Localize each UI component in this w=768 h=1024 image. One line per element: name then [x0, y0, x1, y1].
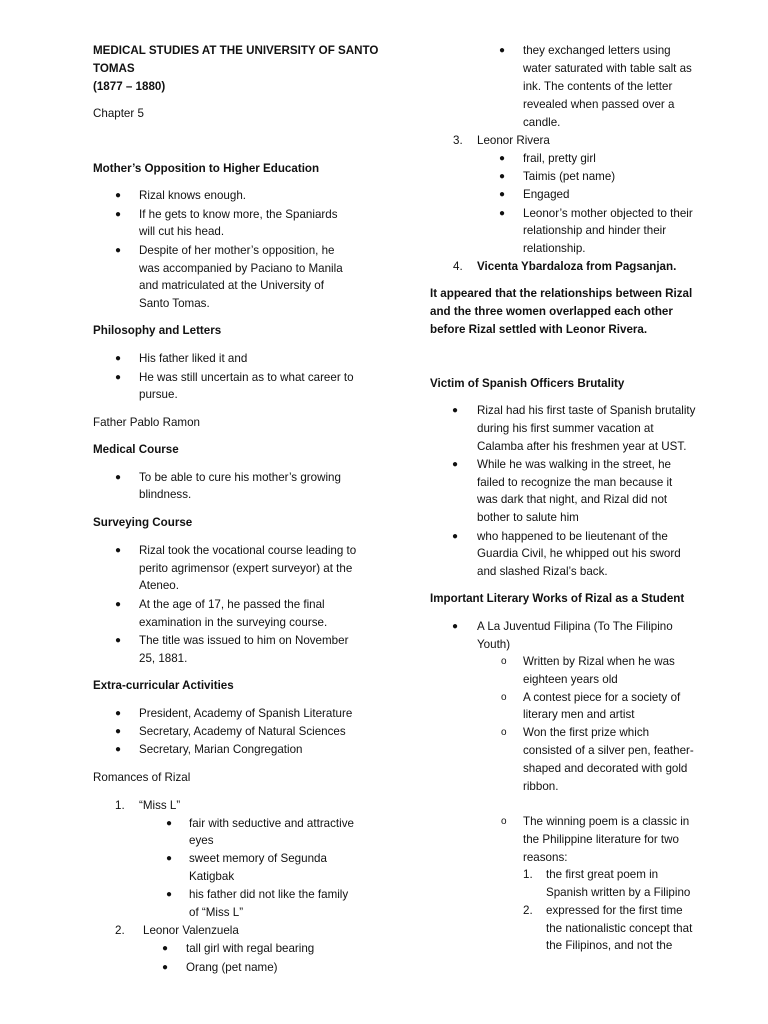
list-item: His father liked it and — [139, 352, 248, 365]
bullet-icon: ● — [162, 962, 169, 973]
list-number: 1. — [115, 799, 125, 812]
list-item: The winning poem is a classic in — [523, 815, 690, 828]
list-item: Secretary, Academy of Natural Sciences — [139, 725, 346, 738]
heading-victim-brutality: Victim of Spanish Officers Brutality — [430, 377, 625, 390]
list-item: Leonor’s mother objected to their — [523, 207, 693, 220]
doc-title-dates: (1877 – 1880) — [93, 80, 166, 93]
bullet-icon: ● — [166, 889, 173, 900]
list-item: He was still uncertain as to what career to — [139, 371, 354, 384]
list-item-cont: Youth) — [477, 638, 511, 651]
bullet-icon: ● — [162, 943, 169, 954]
list-item-cont: bother to salute him — [477, 511, 579, 524]
bullet-icon: ● — [115, 708, 122, 719]
list-item: A La Juventud Filipina (To The Filipino — [477, 620, 673, 633]
list-item-cont: during his first summer vacation at — [477, 422, 654, 435]
list-item: Engaged — [523, 188, 570, 201]
paragraph-line: It appeared that the relationships between Rizal — [430, 287, 693, 300]
romance-name: Leonor Rivera — [477, 134, 550, 147]
list-item-cont: Spanish written by a Filipino — [546, 886, 691, 899]
bullet-icon: ● — [499, 45, 506, 56]
list-item-cont: the nationalistic concept that — [546, 922, 693, 935]
list-item: Secretary, Marian Congregation — [139, 743, 303, 756]
bullet-icon: ● — [115, 209, 122, 220]
list-item-cont: failed to recognize the man because it — [477, 476, 673, 489]
romance-name: Leonor Valenzuela — [143, 924, 239, 937]
circle-bullet-icon: o — [501, 692, 507, 703]
bullet-icon: ● — [452, 621, 459, 632]
list-item-cont: ink. The contents of the letter — [523, 80, 673, 93]
bullet-icon: ● — [166, 853, 173, 864]
list-item: To be able to cure his mother’s growing — [139, 471, 341, 484]
list-item-cont: examination in the surveying course. — [139, 616, 328, 629]
list-item-cont: 25, 1881. — [139, 652, 188, 665]
list-item: Despite of her mother’s opposition, he — [139, 244, 335, 257]
list-number: 4. — [453, 260, 463, 273]
list-item-cont: of “Miss L” — [189, 906, 244, 919]
list-number: 3. — [453, 134, 463, 147]
list-item: President, Academy of Spanish Literature — [139, 707, 353, 720]
bullet-icon: ● — [452, 405, 459, 416]
list-item-cont: ribbon. — [523, 780, 559, 793]
bullet-icon: ● — [115, 472, 122, 483]
list-item-cont: revealed when passed over a — [523, 98, 675, 111]
list-item-cont: Santo Tomas. — [139, 297, 210, 310]
bullet-icon: ● — [115, 744, 122, 755]
chapter-label: Chapter 5 — [93, 107, 144, 120]
bullet-icon: ● — [452, 531, 459, 542]
heading-mother-opposition: Mother’s Opposition to Higher Education — [93, 162, 320, 175]
list-item: Written by Rizal when he was — [523, 655, 675, 668]
doc-title-line-2: TOMAS — [93, 62, 135, 75]
list-item: Won the first prize which — [523, 726, 650, 739]
bullet-icon: ● — [115, 599, 122, 610]
list-item: A contest piece for a society of — [523, 691, 681, 704]
list-item: Rizal had his first taste of Spanish brutality — [477, 404, 696, 417]
list-item-cont: blindness. — [139, 488, 192, 501]
list-item-cont: Katigbak — [189, 870, 235, 883]
list-item-cont: consisted of a silver pen, feather- — [523, 744, 694, 757]
list-item-cont: the Philippine literature for two — [523, 833, 679, 846]
list-item-cont: was accompanied by Paciano to Manila — [139, 262, 343, 275]
father-pablo-ramon: Father Pablo Ramon — [93, 416, 200, 429]
list-item-cont: and slashed Rizal’s back. — [477, 565, 608, 578]
list-item-cont: literary men and artist — [523, 708, 635, 721]
heading-literary-works: Important Literary Works of Rizal as a Student — [430, 592, 685, 605]
list-item-cont: candle. — [523, 116, 561, 129]
list-item-cont: Calamba after his freshmen year at UST. — [477, 440, 687, 453]
heading-medical-course: Medical Course — [93, 443, 179, 456]
bullet-icon: ● — [115, 372, 122, 383]
list-item: If he gets to know more, the Spaniards — [139, 208, 338, 221]
bullet-icon: ● — [452, 459, 459, 470]
list-item-cont: perito agrimensor (expert surveyor) at the — [139, 562, 353, 575]
list-item: Rizal knows enough. — [139, 189, 246, 202]
list-item-cont: eyes — [189, 834, 214, 847]
list-item: tall girl with regal bearing — [186, 942, 315, 955]
list-item-cont: Guardia Civil, he whipped out his sword — [477, 547, 681, 560]
doc-title-line-1: MEDICAL STUDIES AT THE UNIVERSITY OF SANTO — [93, 44, 379, 57]
list-item-cont: relationship. — [523, 242, 586, 255]
list-item: who happened to be lieutenant of the — [477, 530, 668, 543]
list-item: they exchanged letters using — [523, 44, 671, 57]
list-item: Taimis (pet name) — [523, 170, 616, 183]
list-item-cont: reasons: — [523, 851, 568, 864]
list-item: fair with seductive and attractive — [189, 817, 354, 830]
bullet-icon: ● — [115, 545, 122, 556]
list-item-cont: and matriculated at the University of — [139, 279, 324, 292]
bullet-icon: ● — [499, 208, 506, 219]
bullet-icon: ● — [499, 171, 506, 182]
list-item: expressed for the first time — [546, 904, 683, 917]
list-item: sweet memory of Segunda — [189, 852, 327, 865]
bullet-icon: ● — [115, 245, 122, 256]
list-number: 2. — [115, 924, 125, 937]
list-number: 2. — [523, 904, 533, 917]
heading-extra-curricular: Extra-curricular Activities — [93, 679, 234, 692]
bullet-icon: ● — [115, 635, 122, 646]
circle-bullet-icon: o — [501, 727, 507, 738]
romances-label: Romances of Rizal — [93, 771, 191, 784]
paragraph-line: before Rizal settled with Leonor Rivera. — [430, 323, 648, 336]
list-item-cont: relationship and hinder their — [523, 224, 667, 237]
list-item-cont: shaped and decorated with gold — [523, 762, 688, 775]
list-item-cont: pursue. — [139, 388, 178, 401]
list-item: the first great poem in — [546, 868, 659, 881]
bullet-icon: ● — [166, 818, 173, 829]
list-item: Orang (pet name) — [186, 961, 278, 974]
list-item: While he was walking in the street, he — [477, 458, 671, 471]
circle-bullet-icon: o — [501, 816, 507, 827]
romance-name: Vicenta Ybardaloza from Pagsanjan. — [477, 260, 677, 273]
romance-name: “Miss L” — [139, 799, 181, 812]
list-item: frail, pretty girl — [523, 152, 596, 165]
bullet-icon: ● — [115, 190, 122, 201]
bullet-icon: ● — [499, 153, 506, 164]
list-item-cont: water saturated with table salt as — [523, 62, 692, 75]
list-item: At the age of 17, he passed the final — [139, 598, 325, 611]
heading-philosophy: Philosophy and Letters — [93, 324, 222, 337]
list-item-cont: the Filipinos, and not the — [546, 939, 673, 952]
list-item-cont: will cut his head. — [139, 225, 225, 238]
heading-surveying-course: Surveying Course — [93, 516, 193, 529]
list-item: The title was issued to him on November — [139, 634, 349, 647]
list-item-cont: Ateneo. — [139, 579, 179, 592]
list-item: Rizal took the vocational course leading to — [139, 544, 357, 557]
paragraph-line: and the three women overlapped each other — [430, 305, 673, 318]
bullet-icon: ● — [115, 353, 122, 364]
list-number: 1. — [523, 868, 533, 881]
bullet-icon: ● — [499, 189, 506, 200]
list-item-cont: eighteen years old — [523, 673, 618, 686]
list-item: his father did not like the family — [189, 888, 349, 901]
bullet-icon: ● — [115, 726, 122, 737]
list-item-cont: was dark that night, and Rizal did not — [477, 493, 668, 506]
circle-bullet-icon: o — [501, 656, 507, 667]
